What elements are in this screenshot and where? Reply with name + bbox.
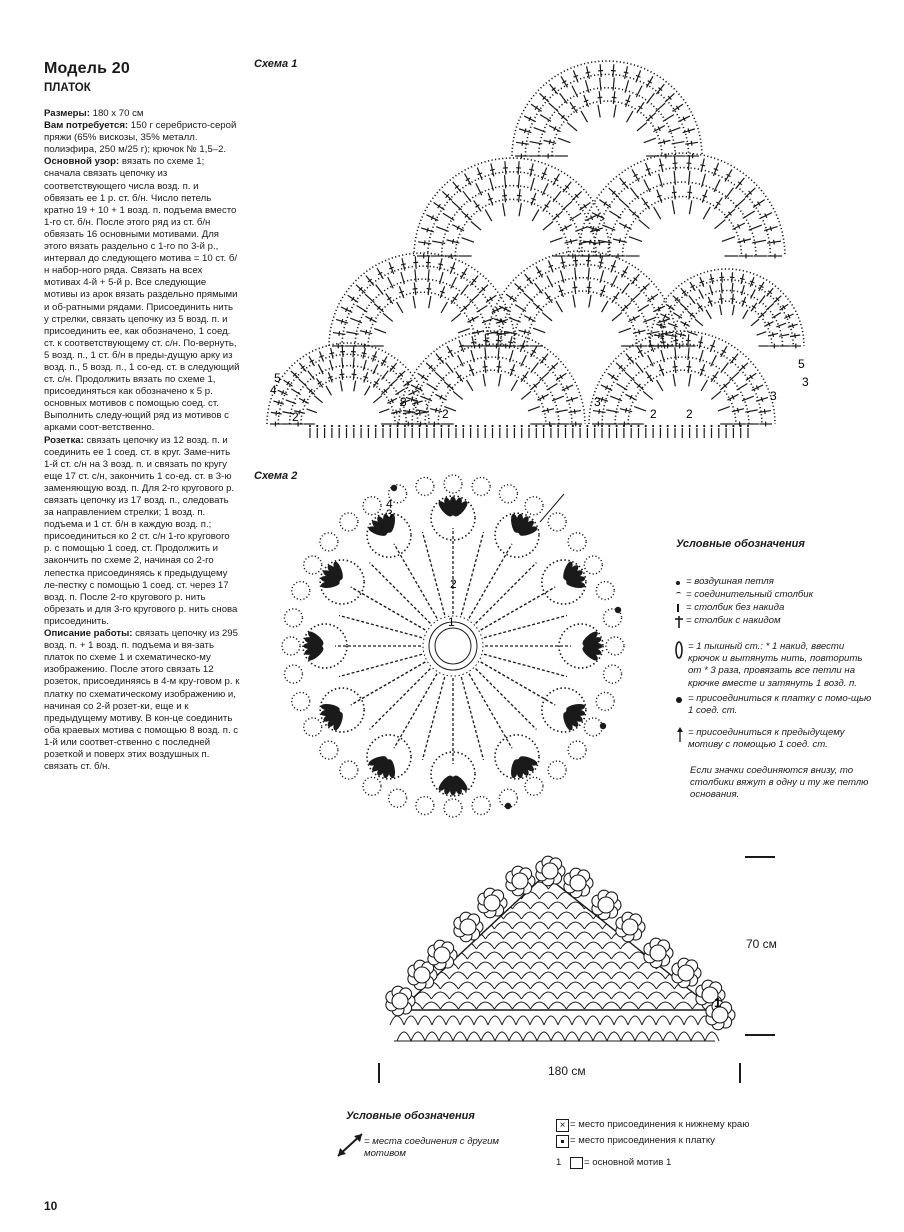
sizes-paragraph: Размеры: 180 х 70 см <box>44 108 144 119</box>
model-subtitle: ПЛАТОК <box>44 82 91 94</box>
round-number: 3 <box>386 507 393 521</box>
legend2-title: Условные обозначения <box>346 1110 475 1122</box>
scheme1-motif <box>579 153 785 258</box>
row-number: 3 <box>770 389 777 403</box>
legend-item: = соединительный столбик <box>676 589 881 602</box>
legend2-x-box-text: = место присоединения к нижнему краю <box>570 1119 750 1130</box>
rosette-petal <box>542 560 586 604</box>
motif-number: 1 <box>714 995 722 1010</box>
rosette-petal <box>495 513 539 557</box>
row-number: 4 <box>270 383 277 397</box>
scheme2-rosette-chart <box>268 466 638 826</box>
shawl-rosette <box>386 986 415 1016</box>
shawl-rosette <box>616 912 645 942</box>
legend-item: = присоединиться к платку с помо-щью 1 соед. ст. <box>676 693 881 727</box>
legend2-arrow-text: = места соединения с другим мотивом <box>364 1136 499 1160</box>
legend2-dot-box-text: = место присоединения к платку <box>570 1135 715 1146</box>
scheme1-motif <box>414 158 610 258</box>
round-number: 4 <box>386 497 393 511</box>
legend-title: Условные обозначения <box>676 538 805 550</box>
row-number: 3 <box>594 395 601 409</box>
double-crochet-cross-icon <box>674 615 684 629</box>
row-number: 2 <box>442 407 449 421</box>
row-number: 2 <box>686 407 693 421</box>
row-number: 3 <box>802 375 809 389</box>
row-number: 2 <box>292 410 299 424</box>
shawl-rosette <box>672 958 701 988</box>
legend-item: = воздушная петля <box>676 576 881 589</box>
shawl-rosette <box>454 912 483 942</box>
slip-stitch-arc-icon <box>676 592 681 596</box>
puff-stitch-oval-icon <box>674 640 684 660</box>
legend-item: = присоединиться к предыдущему мотиву с помощью 1 соед. ст. <box>676 727 881 761</box>
scheme1-motif <box>487 251 677 348</box>
double-arrow-icon <box>334 1130 366 1160</box>
chain-stitch-dot-icon <box>676 581 680 585</box>
scheme1-motif <box>512 61 702 158</box>
symbol-legend <box>664 538 884 550</box>
x-box-icon: × <box>556 1119 569 1132</box>
main-pattern-paragraph: Основной узор: вязать по схеме 1; сначала связать цепочку из соответствующего числа возд. п. и обвязать ее 1 р. ст. б/н. Число петель кратно 19 + 10 + 1 возд. п. подъема вместо 1-го ст. б/н. После этого ряд из ст. б/н обвязать 16 основными мотивами. Для этого вязать раздельно с 1-го по 3-й р., интервал до следующего мотива = 10 ст. б/н набор-ного ряда. Связать на всех мотивах 4-й + 5-й р. Все следующие мотивы из арок вязать раздельно прямыми и об-ратными рядами. Присоединить нить у стрелки, связать цепочку из 5 возд. п. и присоединить ее, как обозначено, 1 соед. ст. к соответствующему ст. с/н. По-вернуть, 5 возд. п., 1 ст. б/н в преды-дущую арку из возд. п., 5 возд. п., 1 со-ед. ст. в следующий ст. с/н. Продолжить вязать по схеме 1, присоединяться как обозначено к 5 р. основных мотивов с помощью соед. ст. Выполнить следу-ющий ряд из мотивов с арками соот-ветственно. <box>44 156 240 434</box>
model-title: Модель 20 <box>44 60 130 77</box>
round-number: 1 <box>448 615 455 629</box>
shawl-rosette <box>536 856 565 886</box>
scheme1-motif <box>650 269 804 348</box>
motif-box-icon <box>570 1157 583 1169</box>
materials-paragraph: Вам потребуется: 150 г серебристо-серой пряжи (65% вискозы, 35% металл. полиэфира, 250 м/25 г); крючок № 1,5–2. <box>44 120 237 156</box>
dot-box-icon <box>556 1135 569 1148</box>
shawl-rosette <box>506 866 535 896</box>
rosette-paragraph: Розетка: связать цепочку из 12 возд. п. и соединить ее 1 соед. ст. в круг. Заме-нить 1-й ст. с/н на 3 возд. п. и связать по кругу еще 17 ст. с/н, закончить 1 со-ед. ст. в 3-ю заменяющую возд. п. Для 2-го кругового р. связать цепочку из 17 возд. п., следовать за направлением стрелки; 1 возд. п. подъема и 1 ст. б/н в каждую возд. п.; присоединиться ко 2 ст. с/н 1-го кругового р. с помощью 1 соед. ст. Продолжить и закончить по схеме 2, начиная со 2-го лепестка присоединяясь к предыдущему ле-пестку с помощью 1 соед. ст. через 17 возд. п. После 2-го кругового р. нить обрезать и для 3-го кругового р. нить снова присоединить. <box>44 434 238 627</box>
shawl-rosette <box>644 938 673 968</box>
scheme1-motif <box>399 331 585 426</box>
height-label: 70 см <box>746 937 777 951</box>
scheme1-label: Схема 1 <box>254 58 298 70</box>
row-number: 5 <box>274 371 281 385</box>
legend-item: = столбик с накидом <box>676 615 881 641</box>
rosette-petal <box>367 735 411 779</box>
instructions-column <box>44 60 240 773</box>
shawl-schematic <box>370 845 790 1095</box>
row-number: 5 <box>798 357 805 371</box>
page-number: 10 <box>44 1199 58 1213</box>
scheme2-label: Схема 2 <box>254 470 298 482</box>
rosette-petal <box>495 735 539 779</box>
legend-items <box>676 576 881 802</box>
join-dot-icon <box>676 697 682 703</box>
rosette-petal <box>320 688 364 732</box>
rosette-petal <box>320 560 364 604</box>
row-number: 2 <box>650 407 657 421</box>
legend-item: = 1 пышный ст.: * 1 накид, ввести крючок и вытянуть нить, повторить от * 3 раза, провязать все петли на крючке вместе и затянуть 1 возд. п. <box>676 641 881 693</box>
shawl-rosette <box>478 888 507 918</box>
round-number: 2 <box>450 577 457 591</box>
row-number: 3 <box>400 395 407 409</box>
up-arrow-icon <box>676 727 684 743</box>
work-description-paragraph: Описание работы: связать цепочку из 295 возд. п. + 1 возд. п. подъема и вя-зать платок по схеме 1 и схематическо-му изображению. После этого связать 12 розеток, присоединяясь в 4-м кру-говом р. к платку по схематическому изображению и, начиная со 2-й розет-ки, еще и к предыдущему мотиву. В кон-це соединить оба краевых мотива с помощью 8 возд. п. с 1-й или соответ-ственно с последней розеткой и поверх этих воздушных п. связать ст. б/н. <box>44 628 240 773</box>
width-label: 180 см <box>548 1064 586 1078</box>
scheme1-chart <box>262 56 822 446</box>
legend-note: Если значки соединяются внизу, то столбики вяжут в одну и ту же петлю основания. <box>690 765 869 801</box>
legend-item: = столбик без накида <box>676 602 881 615</box>
rosette-petal <box>542 688 586 732</box>
legend2-motif-index: 1 <box>556 1157 562 1168</box>
legend2-motif-text: = основной мотив 1 <box>584 1157 672 1168</box>
single-crochet-bar-icon <box>677 604 679 612</box>
